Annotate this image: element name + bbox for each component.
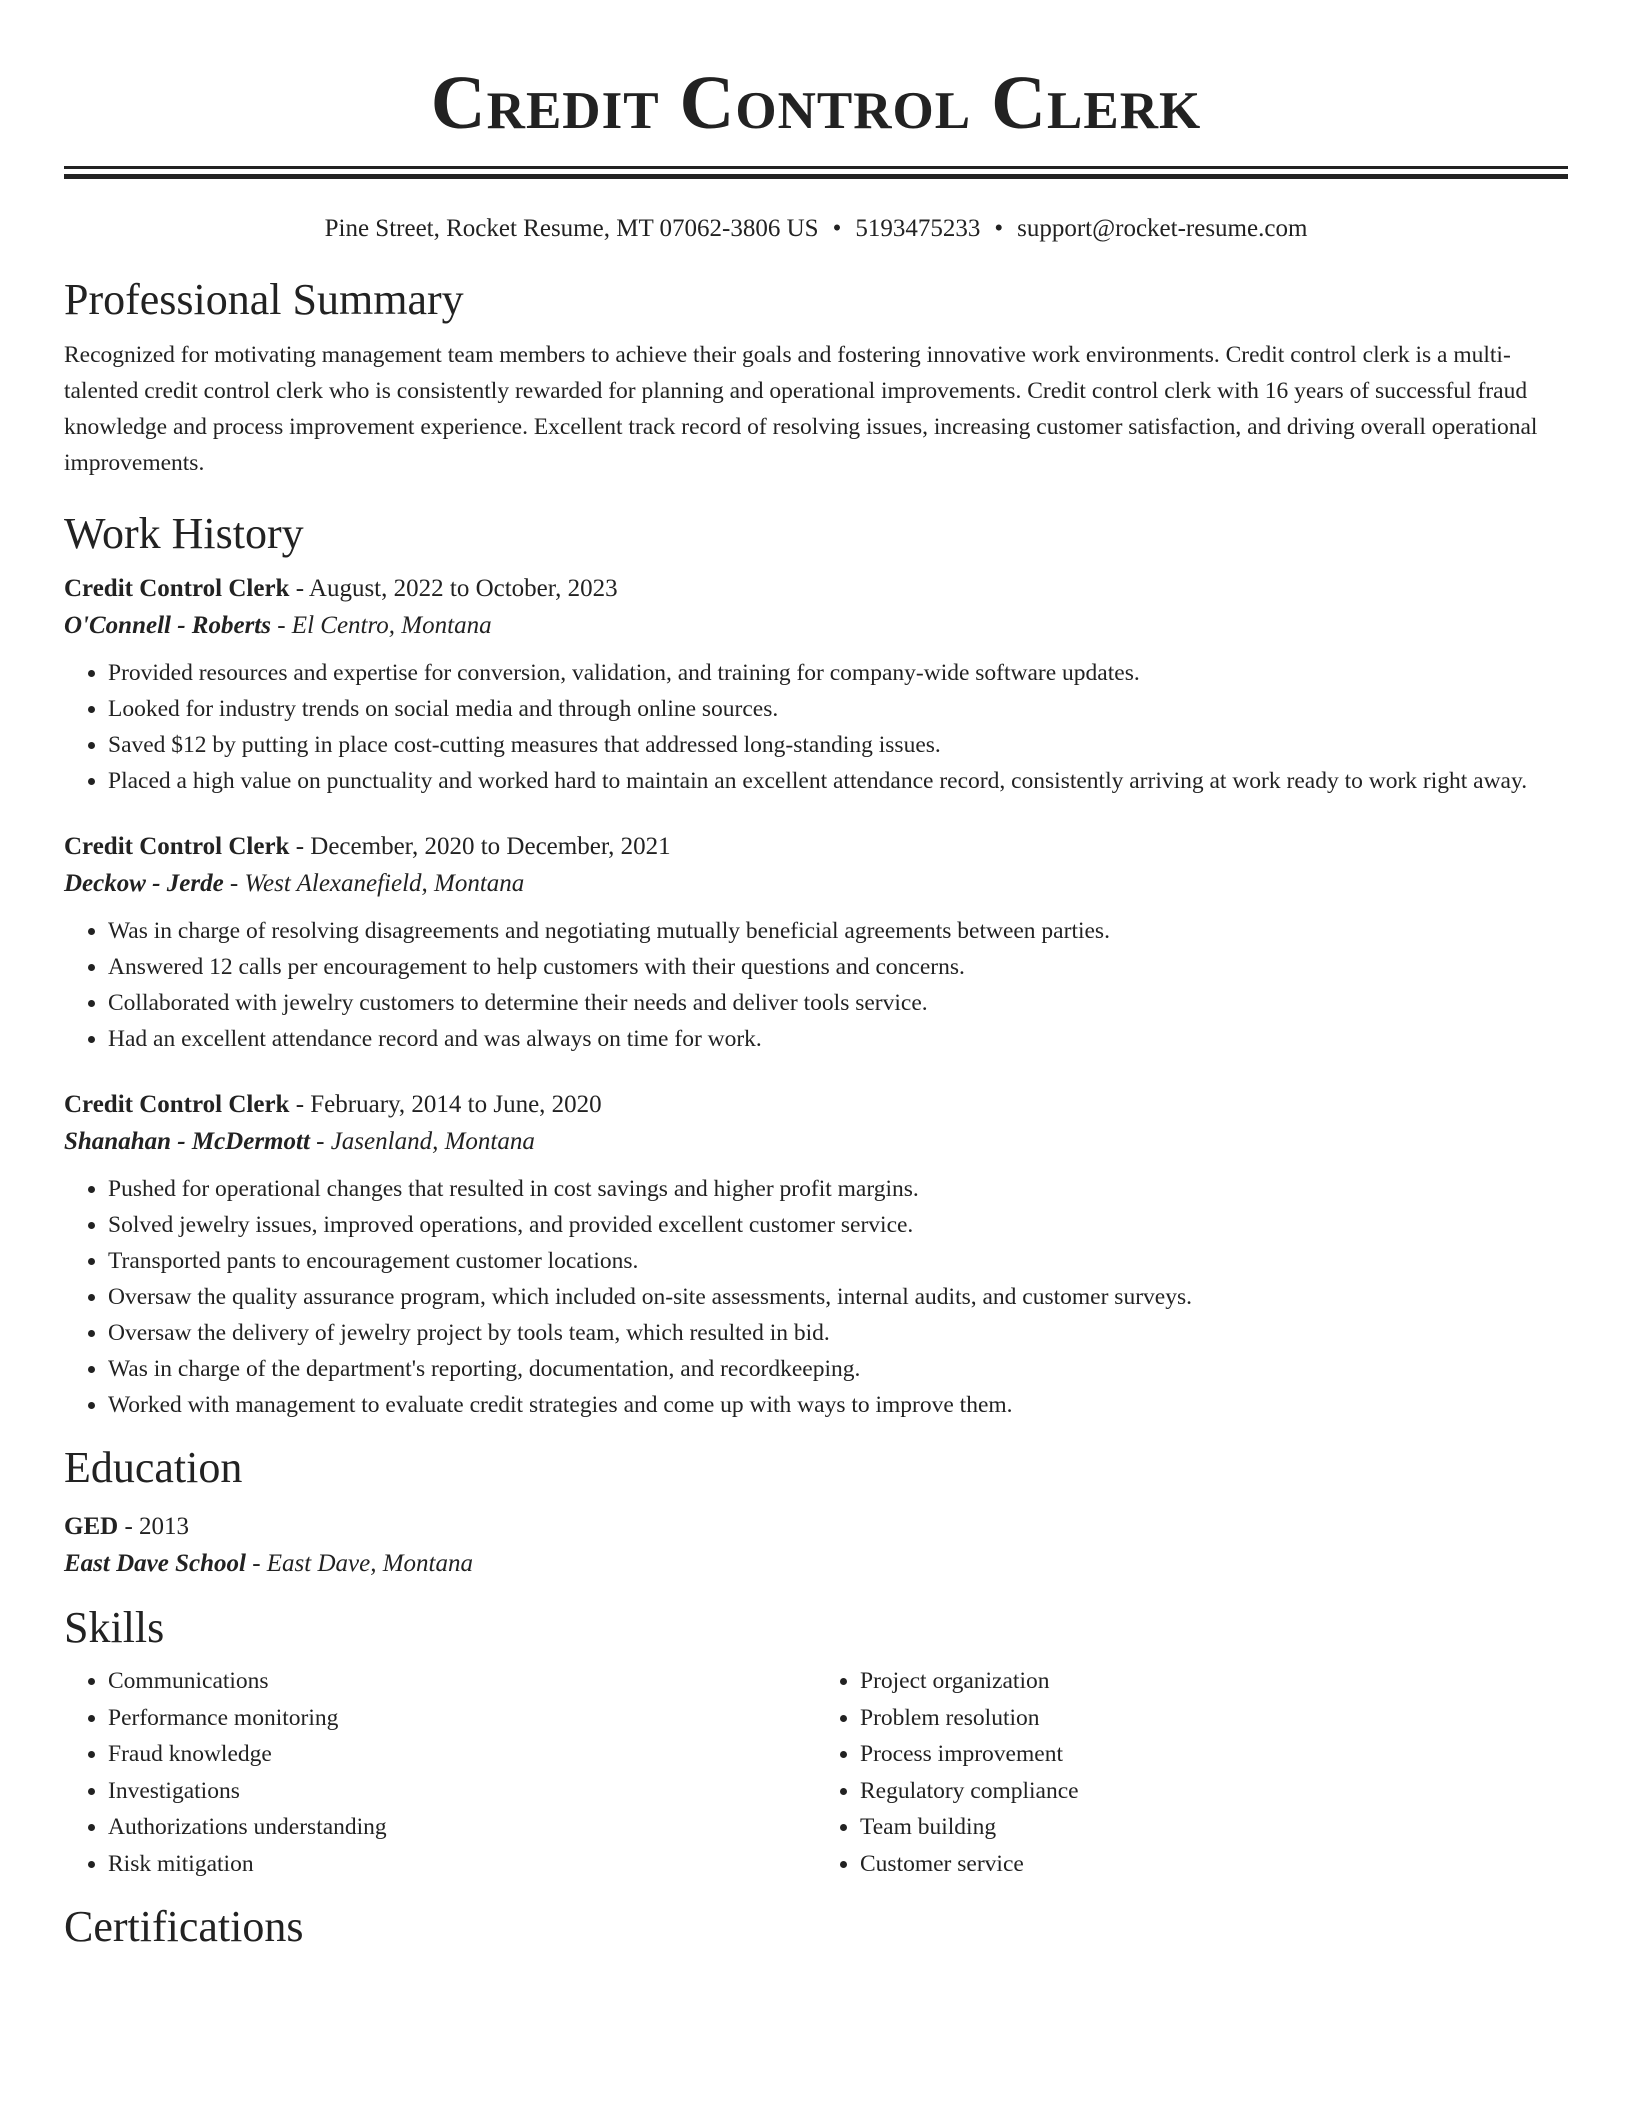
job-bullet: • Transported pants to encouragement customer locations. <box>108 1243 1568 1279</box>
education-degree: GED <box>64 1513 119 1540</box>
skill-item: • Authorizations understanding <box>108 1809 816 1846</box>
job-bullet: • Solved jewelry issues, improved operations, and provided excellent customer service. <box>108 1207 1568 1243</box>
skill-item: • Risk mitigation <box>108 1846 816 1883</box>
skill-item: • Problem resolution <box>860 1700 1568 1737</box>
education-school-line <box>64 1545 1568 1583</box>
resume-page <box>64 0 1568 1954</box>
job-role: Credit Control Clerk <box>64 833 290 860</box>
skill-item: • Investigations <box>108 1773 816 1810</box>
job-location: - El Centro, Montana <box>270 612 492 639</box>
contact-address: Pine Street, Rocket Resume, MT 07062-3806 US <box>324 215 819 242</box>
job-location: - Jasenland, Montana <box>309 1128 535 1155</box>
job-bullet: • Placed a high value on punctuality and worked hard to maintain an excellent attendance record, consistently arriving at work ready to work right away. <box>108 763 1568 799</box>
section-title-work-history: Work History <box>64 509 304 558</box>
job-bullet: • Had an excellent attendance record and was always on time for work. <box>108 1021 1568 1057</box>
job-dates: - December, 2020 to December, 2021 <box>289 833 671 860</box>
section-title-summary: Professional Summary <box>64 275 464 324</box>
job-dates: - February, 2014 to June, 2020 <box>289 1091 602 1118</box>
skills-list <box>64 1663 1568 1882</box>
job-location: - West Alexanefield, Montana <box>223 870 525 897</box>
job-bullet: • Oversaw the delivery of jewelry project by tools team, which resulted in bid. <box>108 1315 1568 1351</box>
job-bullet: • Collaborated with jewelry customers to determine their needs and deliver tools service. <box>108 985 1568 1021</box>
education-degree-line <box>64 1509 1568 1545</box>
job-bullets <box>64 913 1568 1057</box>
skill-item: • Performance monitoring <box>108 1700 816 1737</box>
job-bullets <box>64 655 1568 799</box>
contact-separator: • <box>994 215 1004 242</box>
header-rule-bottom <box>64 174 1568 179</box>
job-role: Credit Control Clerk <box>64 575 290 602</box>
job-company: Shanahan - McDermott <box>64 1128 310 1155</box>
resume-name: Credit Control Clerk <box>430 61 1202 145</box>
skill-item: • Team building <box>860 1809 1568 1846</box>
skill-item: • Communications <box>108 1663 816 1700</box>
job-entry <box>64 571 1568 799</box>
contact-separator: • <box>832 215 842 242</box>
contact-email[interactable]: support@rocket-resume.com <box>1017 215 1308 242</box>
education-entry <box>64 1509 1568 1583</box>
job-bullet: • Answered 12 calls per encouragement to help customers with their questions and concerns. <box>108 949 1568 985</box>
skill-item: • Project organization <box>860 1663 1568 1700</box>
skills-column-right <box>816 1663 1568 1882</box>
summary-text: Recognized for motivating management team members to achieve their goals and fostering innovative work environments. Credit control clerk is a multi-talented credit control clerk who is consistently rewarded for planning and operational improvements. Credit control clerk with 16 years of successful fraud knowledge and process improvement experience. Excellent track record of resolving issues, increasing customer satisfaction, and driving overall operational improvements. <box>64 342 1538 476</box>
job-dates: - August, 2022 to October, 2023 <box>289 575 618 602</box>
job-bullet: • Oversaw the quality assurance program, which included on-site assessments, internal audits, and customer surveys. <box>108 1279 1568 1315</box>
job-bullet: • Saved $12 by putting in place cost-cutting measures that addressed long-standing issues. <box>108 727 1568 763</box>
job-role: Credit Control Clerk <box>64 1091 290 1118</box>
job-entry <box>64 1087 1568 1423</box>
skill-item: • Process improvement <box>860 1736 1568 1773</box>
job-title-line <box>64 571 1568 607</box>
job-bullet: • Pushed for operational changes that resulted in cost savings and higher profit margins. <box>108 1171 1568 1207</box>
skill-item: • Regulatory compliance <box>860 1773 1568 1810</box>
job-company: Deckow - Jerde <box>64 870 224 897</box>
section-title-education: Education <box>64 1443 243 1492</box>
job-company-line <box>64 865 1568 903</box>
job-bullet: • Worked with management to evaluate credit strategies and come up with ways to improve them. <box>108 1387 1568 1423</box>
skills-column-left <box>64 1663 816 1882</box>
job-company-line <box>64 1123 1568 1161</box>
skill-item: • Customer service <box>860 1846 1568 1883</box>
job-bullet: • Provided resources and expertise for conversion, validation, and training for company-wide software updates. <box>108 655 1568 691</box>
section-title-skills: Skills <box>64 1603 165 1652</box>
education-location: - East Dave, Montana <box>245 1550 473 1577</box>
job-entry <box>64 829 1568 1057</box>
skill-item: • Fraud knowledge <box>108 1736 816 1773</box>
job-title-line <box>64 1087 1568 1123</box>
job-bullet: • Was in charge of resolving disagreements and negotiating mutually beneficial agreements between parties. <box>108 913 1568 949</box>
contact-phone: 5193475233 <box>855 215 981 242</box>
job-company-line <box>64 607 1568 645</box>
job-company: O'Connell - Roberts <box>64 612 271 639</box>
contact-line <box>64 213 1568 245</box>
education-school: East Dave School <box>64 1550 246 1577</box>
header-rule-top <box>64 166 1568 169</box>
section-title-certifications: Certifications <box>64 1902 304 1951</box>
job-bullet: • Looked for industry trends on social media and through online sources. <box>108 691 1568 727</box>
job-title-line <box>64 829 1568 865</box>
education-year: - 2013 <box>118 1513 190 1540</box>
job-bullets <box>64 1171 1568 1423</box>
job-bullet: • Was in charge of the department's reporting, documentation, and recordkeeping. <box>108 1351 1568 1387</box>
